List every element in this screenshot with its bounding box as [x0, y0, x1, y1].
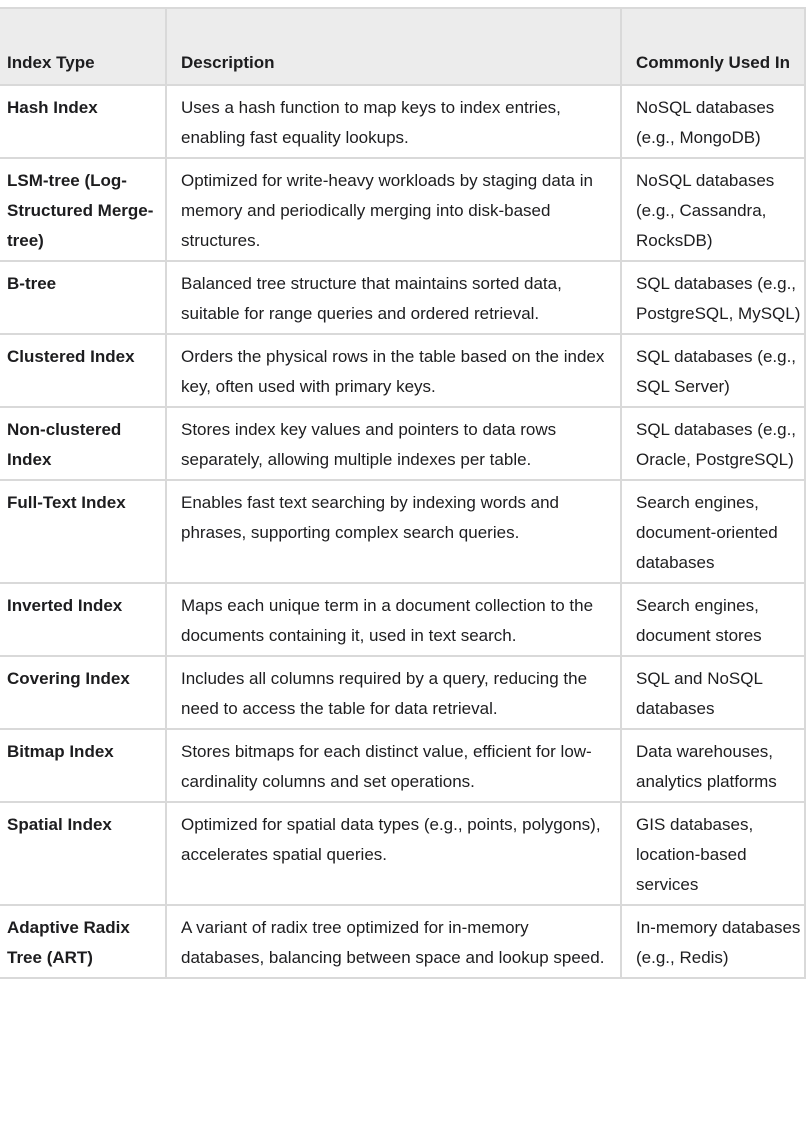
table-header [0, 8, 805, 85]
header-description: Description [166, 8, 621, 85]
description-cell: Uses a hash function to map keys to index entries, enabling fast equality lookups. [166, 85, 621, 158]
used-in-cell: NoSQL databases (e.g., Cassandra, RocksDB) [621, 158, 805, 261]
header-row [0, 8, 805, 85]
header-commonly-used-in: Commonly Used In [621, 8, 805, 85]
description-cell: Stores bitmaps for each distinct value, efficient for low-cardinality columns and set operations. [166, 729, 621, 802]
table-row [0, 334, 805, 407]
description-cell: Optimized for spatial data types (e.g., points, polygons), accelerates spatial queries. [166, 802, 621, 905]
used-in-cell: SQL databases (e.g., SQL Server) [621, 334, 805, 407]
description-cell: Maps each unique term in a document collection to the documents containing it, used in text search. [166, 583, 621, 656]
table-row [0, 905, 805, 978]
index-type-cell: Adaptive Radix Tree (ART) [0, 905, 166, 978]
used-in-cell: SQL databases (e.g., Oracle, PostgreSQL) [621, 407, 805, 480]
used-in-cell: SQL and NoSQL databases [621, 656, 805, 729]
header-index-type: Index Type [0, 8, 166, 85]
table-row [0, 583, 805, 656]
table-row [0, 407, 805, 480]
index-type-cell: Covering Index [0, 656, 166, 729]
used-in-cell: Search engines, document-oriented databases [621, 480, 805, 583]
index-type-cell: B-tree [0, 261, 166, 334]
description-cell: Balanced tree structure that maintains sorted data, suitable for range queries and ordered retrieval. [166, 261, 621, 334]
table-row [0, 729, 805, 802]
description-cell: A variant of radix tree optimized for in-memory databases, balancing between space and lookup speed. [166, 905, 621, 978]
description-cell: Optimized for write-heavy workloads by staging data in memory and periodically merging into disk-based structures. [166, 158, 621, 261]
used-in-cell: SQL databases (e.g., PostgreSQL, MySQL) [621, 261, 805, 334]
index-type-cell: Inverted Index [0, 583, 166, 656]
table-row [0, 802, 805, 905]
table-row [0, 261, 805, 334]
index-types-table [0, 7, 806, 979]
description-cell: Orders the physical rows in the table based on the index key, often used with primary keys. [166, 334, 621, 407]
index-type-cell: Clustered Index [0, 334, 166, 407]
used-in-cell: Data warehouses, analytics platforms [621, 729, 805, 802]
description-cell: Includes all columns required by a query, reducing the need to access the table for data retrieval. [166, 656, 621, 729]
index-type-cell: Hash Index [0, 85, 166, 158]
table-row [0, 480, 805, 583]
used-in-cell: In-memory databases (e.g., Redis) [621, 905, 805, 978]
used-in-cell: Search engines, document stores [621, 583, 805, 656]
index-type-cell: Spatial Index [0, 802, 166, 905]
index-type-cell: Bitmap Index [0, 729, 166, 802]
description-cell: Enables fast text searching by indexing words and phrases, supporting complex search queries. [166, 480, 621, 583]
index-type-cell: LSM-tree (Log-Structured Merge-tree) [0, 158, 166, 261]
description-cell: Stores index key values and pointers to data rows separately, allowing multiple indexes per table. [166, 407, 621, 480]
index-type-cell: Full-Text Index [0, 480, 166, 583]
table-row [0, 85, 805, 158]
table-body [0, 85, 805, 978]
table-row [0, 656, 805, 729]
used-in-cell: GIS databases, location-based services [621, 802, 805, 905]
table-row [0, 158, 805, 261]
index-type-cell: Non-clustered Index [0, 407, 166, 480]
used-in-cell: NoSQL databases (e.g., MongoDB) [621, 85, 805, 158]
